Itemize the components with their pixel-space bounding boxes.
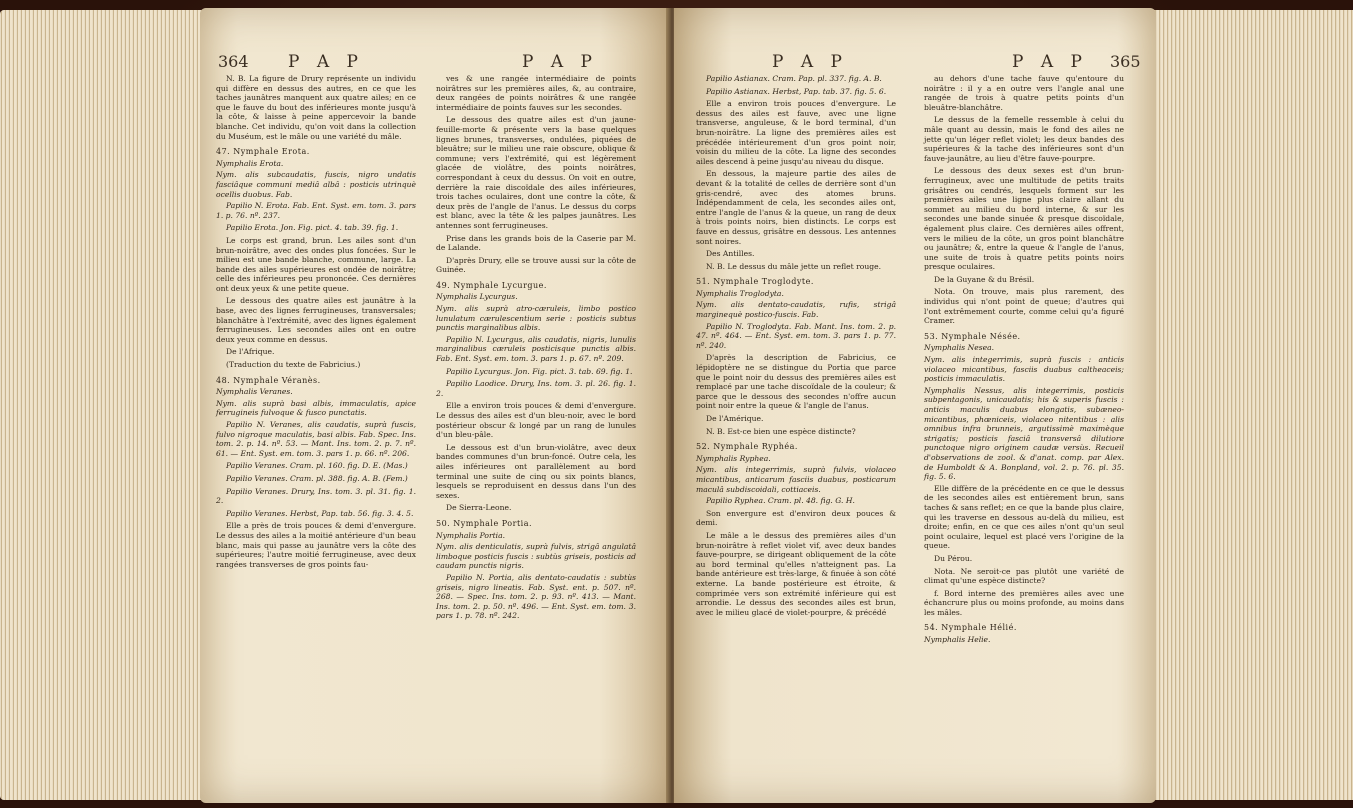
paragraph: Elle a environ trois pouces d'envergure. Le dessus des ailes est fauve, avec une ligne transverse, anguleuse, & le bord terminal, d'un brun-noirâtre. La ligne des premières ailes est précédée intérieurement d'un gros point noir, voisin du milieu de la côte. La ligne des secondes ailes descend à peine jusqu'au niveau du disque. xyxy=(696,99,896,166)
paragraph: Le dessous des deux sexes est d'un brun-ferrugineux, avec une multitude de petits traits grisâtres ou cendrés, lesquels forment sur les premières ailes une ligne plus claire allant du sommet au milieu du bord interne, & sur les secondes une bande sinuée & presque discoïdale, également plus claire. Ces dernières ailes offrent, vers le milieu de la côte, un gros point blanchâtre ou jaunâtre; &, entre la queue & l'angle de l'anus, une suite de trois à quatre petits points noirs presque oculaires. xyxy=(924,166,1124,272)
page-edges-right xyxy=(1133,10,1353,800)
paragraph: Son envergure est d'environ deux pouces & demi. xyxy=(696,508,896,528)
species-heading: 49. Nymphale Lycurgue. xyxy=(436,280,547,290)
paragraph: f. Bord interne des premières ailes avec une échancrure plus ou moins profonde, au moins dans les mâles. xyxy=(924,588,1124,617)
latin-diagnosis: Nymphalis Lycurgus. xyxy=(436,292,518,302)
paragraph: (Traduction du texte de Fabricius.) xyxy=(226,360,361,370)
latin-diagnosis: Nym. alis suprà basi albis, immaculatis, apice ferrugineis fulvoque & fusco punctatis. xyxy=(216,398,416,418)
bibliographic-reference: Papilio Laodice. Drury, Ins. tom. 3. pl. 26. fig. 1. 2. xyxy=(436,379,636,398)
paragraph: De l'Afrique. xyxy=(226,347,275,357)
species-heading: 47. Nymphale Erota. xyxy=(216,147,310,157)
latin-diagnosis: Nym. alis denticulatis, suprà fulvis, strigâ angulatâ limboque posticis fuscis : subtùs griseis, posticis ad caudam punctis nigris. xyxy=(436,542,636,571)
bibliographic-reference: Papilio N. Erota. Fab. Ent. Syst. em. tom. 3. pars 1. p. 76. nº. 237. xyxy=(216,201,416,220)
bibliographic-reference: Papilio N. Portia, alis dentato-caudatis : subtùs griseis, nigro lineatis. Fab. Syst. ent. p. 507. nº. 268. — Spec. Ins. tom. 2. p. 93. nº. 413. — Mant. Ins. tom. 2. p. 50. nº. 496. — Ent. Syst. em. tom. 3. pars 1. p. 78. nº. 242. xyxy=(436,572,636,621)
bibliographic-reference: Papilio Lycurgus. Jon. Fig. pict. 3. tab. 69. fig. 1. xyxy=(446,366,633,376)
paragraph: Nota. Ne seroit-ce pas plutôt une variété de climat qu'une espèce distincte? xyxy=(924,566,1124,586)
latin-diagnosis: Nym. alis subcaudatis, fuscis, nigro undatis fasciâque communi mediâ albâ : posticis utrinquè ocellis duobus. Fab. xyxy=(216,170,416,199)
latin-diagnosis: Nymphalis Nesea. xyxy=(924,343,995,353)
paragraph: D'après la description de Fabricius, ce lépidoptère ne se distingue du Portia que parce que le point noir du dessus des premières ailes est remplacé par une tache discoïdale de la couleur; & parce que le dessous des secondes n'offre aucun point noir entre la queue & l'angle de l'anus. xyxy=(696,353,896,411)
species-heading: 54. Nymphale Hélié. xyxy=(924,623,1017,633)
bibliographic-reference: Papilio Veranes. Cram. pl. 160. fig. D. E. (Mas.) xyxy=(226,461,408,471)
paragraph: Elle a environ trois pouces & demi d'envergure. Le dessus des ailes est d'un bleu-noir, avec le bord postérieur obscur & longé par un rang de lunules d'un bleu-pâle. xyxy=(436,401,636,440)
running-head: P A P xyxy=(288,52,364,72)
bibliographic-reference: Papilio Veranes. Cram. pl. 388. fig. A. B. (Fem.) xyxy=(226,473,408,483)
paragraph: Elle a près de trois pouces & demi d'envergure. Le dessus des ailes a la moitié antérieure d'un beau blanc, mais qui passe au jaunâtre vers la côte des supérieures; l'autre moitié ferrugineuse, avec deux rangées transverses de gros points fau- xyxy=(216,521,416,569)
paragraph: N. B. Est-ce bien une espèce distincte? xyxy=(706,426,856,436)
bibliographic-reference: Papilio Astianax. Cram. Pap. pl. 337. fig. A. B. xyxy=(706,74,882,83)
paragraph: De l'Amérique. xyxy=(706,414,764,423)
paragraph: Du Pérou. xyxy=(934,553,973,563)
paragraph: Prise dans les grands bois de la Caserie par M. de Lalande. xyxy=(436,233,636,253)
paragraph: De la Guyane & du Brésil. xyxy=(934,274,1035,284)
bibliographic-reference: Papilio Astianax. Herbst, Pap. tab. 37. fig. 5. 6. xyxy=(706,86,887,96)
latin-diagnosis: Nymphalis Nessus, alis integerrimis, posticis subpentagonis, unicaudatis; his & superis fuscis : anticis maculis duabus elongatis, subæneo-micantibus, phœniceis, violaceo nitentibus : alis omnibus infra brunneis, argutissimè maximèque strigatis; posticis fasciâ transversâ dilutiore punctoque nigro originem caudæ versùs. Recueil d'observations de zool. & d'anat. comp. par Alex. de Humboldt & A. Bonpland, vol. 2. p. 76. pl. 35. fig. 5. 6. xyxy=(924,385,1124,482)
bibliographic-reference: Papilio Ryphea. Cram. pl. 48. fig. G. H. xyxy=(706,496,855,506)
text-column-2 xyxy=(924,74,1124,647)
paragraph: D'après Drury, elle se trouve aussi sur la côte de Guinée. xyxy=(436,255,636,275)
paragraph: Le mâle a le dessus des premières ailes d'un brun-noirâtre à reflet violet vif, avec deux bandes fauve-pourpre, se dirigeant obliquement de la côte au bord terminal qu'elles n'atteignent pas. La bande antérieure est très-large, & finuée à son côté externe. La bande postérieure est étroite, & comprimée vers son extrémité inférieure qui est arrondie. Le dessus des secondes ailes est brun, avec le milieu glacé de violet-pourpre, & précédé xyxy=(696,530,896,617)
latin-diagnosis: Nymphalis Erota. xyxy=(216,158,284,168)
bibliographic-reference: Papilio Veranes. Drury, Ins. tom. 3. pl. 31. fig. 1. 2. xyxy=(216,486,416,506)
latin-diagnosis: Nym. alis integerrimis, suprà fuscis : anticis violaceo micantibus, fasciis duabus caltheaceis; posticis immaculatis. xyxy=(924,355,1124,384)
page-edges-left xyxy=(0,10,210,800)
running-head: P A P xyxy=(522,52,598,72)
latin-diagnosis: Nym. alis dentato-caudatis, rufis, strigâ marginequè postico-fuscis. Fab. xyxy=(696,300,896,320)
left-page xyxy=(200,8,670,803)
bibliographic-reference: Papilio N. Lycurgus, alis caudatis, nigris, lunulis marginalibus cæruleis posticisque punctis albis. Fab. Ent. Syst. em. tom. 3. pars 1. p. 67. nº. 209. xyxy=(436,334,636,364)
paragraph: Le dessous des quatre ailes est jaunâtre à la base, avec des lignes ferrugineuses, transversales; blanchâtre à l'extrémité, avec des lignes également ferrugineuses. Les secondes ailes ont en outre deux yeux comme en dessus. xyxy=(216,296,416,344)
species-heading: 52. Nymphale Ryphéa. xyxy=(696,442,798,452)
latin-diagnosis: Nymphalis Troglodyta. xyxy=(696,288,784,298)
species-heading: 53. Nymphale Nésée. xyxy=(924,331,1021,341)
species-heading: 48. Nymphale Véranès. xyxy=(216,375,321,385)
bibliographic-reference: Papilio Erota. Jon. Fig. pict. 4. tab. 39. fig. 1. xyxy=(226,223,399,233)
species-heading: 50. Nymphale Portia. xyxy=(436,518,533,528)
paragraph: Le corps est grand, brun. Les ailes sont d'un brun-noirâtre, avec des ondes plus foncées. Sur le milieu est une bande blanche, commune, large. La bande des ailes supérieures est ondée de noirâtre; celle des inférieures peu prononcée. Ces dernières ont deux yeux & une petite queue. xyxy=(216,235,416,293)
paragraph: Des Antilles. xyxy=(706,249,755,259)
text-column-1 xyxy=(216,74,416,572)
bibliographic-reference: Papilio N. Troglodyta. Fab. Mant. Ins. tom. 2. p. 47. nº. 464. — Ent. Syst. em. tom. 3. pars 1. p. 77. nº. 240. xyxy=(696,321,896,350)
paragraph: De Sierra-Leone. xyxy=(446,503,512,513)
paragraph: au dehors d'une tache fauve qu'entoure du noirâtre : il y a en outre vers l'angle anal une rangée de trois à quatre petits points d'un bleuâtre-blanchâtre. xyxy=(924,74,1124,112)
latin-diagnosis: Nymphalis Veranes. xyxy=(216,387,293,397)
paragraph: ves & une rangée intermédiaire de points noirâtres sur les premières ailes, &, au contraire, deux rangées de points noirâtres & une rangée intermédiaire de points fauves sur les secondes. xyxy=(436,74,636,112)
paragraph: En dessous, la majeure partie des ailes de devant & la totalité de celles de derrière sont d'un gris-cendré, avec des atomes bruns. Indépendamment de cela, les secondes ailes ont, entre l'angle de l'anus & la queue, un rang de deux à trois points noirs, bien distincts. Le corps est fauve en dessus, grisâtre en dessous. Les antennes sont noires. xyxy=(696,169,896,246)
paragraph: Le dessous est d'un brun-violâtre, avec deux bandes communes d'un brun-foncé. Outre cela, les ailes inférieures ont parallèlement au bord terminal une suite de cinq ou six points blancs, lesquels se reproduisent en dessus dans l'un des sexes. xyxy=(436,442,636,500)
paragraph: N. B. Le dessus du mâle jette un reflet rouge. xyxy=(706,261,881,271)
text-column-2 xyxy=(436,74,636,624)
running-head: P A P xyxy=(772,52,848,72)
paragraph: Le dessus de la femelle ressemble à celui du mâle quant au dessin, mais le fond des ailes ne jette qu'un léger reflet violet; les deux bandes des supérieures & la tache des inférieures sont d'un fauve-jaunâtre, au lieu d'être fauve-pourpre. xyxy=(924,115,1124,163)
paragraph: Nota. On trouve, mais plus rarement, des individus qui n'ont point de queue; d'autres qui l'ont extrêmement courte, comme celui qu'a figuré Cramer. xyxy=(924,287,1124,326)
species-heading: 51. Nymphale Troglodyte. xyxy=(696,277,814,287)
text-column-1 xyxy=(696,74,896,620)
bibliographic-reference: Papilio N. Veranes, alis caudatis, suprà fuscis, fulvo nigroque maculatis, basi albis. Fab. Spec. Ins. tom. 2. p. 14. nº. 53. — Mant. Ins. tom. 2. p. 7. nº. 61. — Ent. Syst. em. tom. 3. pars 1. p. 66. nº. 206. xyxy=(216,420,416,458)
right-page xyxy=(674,8,1156,803)
page-number: 364 xyxy=(218,52,249,71)
bibliographic-reference: Papilio Veranes. Herbst, Pap. tab. 56. fig. 3. 4. 5. xyxy=(226,508,414,518)
paragraph: Le dessous des quatre ailes est d'un jaune-feuille-morte & présente vers la base quelques lignes brunes, transverses, ondulées, piquées de bleuâtre; sur le milieu une raie obscure, oblique & commune; vers l'extrémité, qui est légèrement glacée de violâtre, des points noirâtres, correspondant à ceux du dessus. On voit en outre, derrière la raie discoïdale des ailes inférieures, trois taches oculaires, dont une contre la côte, & deux près de l'angle de l'anus. Le dessus du corps est blanc, avec la tête & les palpes jaunâtres. Les antennes sont ferrugineuses. xyxy=(436,115,636,230)
latin-diagnosis: Nymphalis Portia. xyxy=(436,530,506,540)
paragraph: Elle diffère de la précédente en ce que le dessus de les secondes ailes est entièrement brun, sans taches & sans reflet; en ce que la bande plus claire, qui les traverse en dessous au-delà du milieu, est droite; enfin, en ce que ces ailes n'ont qu'un seul point oculaire, lequel est placé vers l'origine de la queue. xyxy=(924,483,1124,551)
latin-diagnosis: Nymphalis Helie. xyxy=(924,635,991,645)
running-head: P A P xyxy=(1012,52,1088,72)
paragraph: N. B. La figure de Drury représente un individu qui diffère en dessus des autres, en ce que les taches jaunâtres manquent aux quatre ailes; en ce que le fauve du bout des inférieures monte jusqu'à la côte, & laisse à peine appercevoir la bande blanche. Cet individu, qu'on voit dans la collection du Muséum, est le mâle ou une variété du mâle. xyxy=(216,74,416,141)
latin-diagnosis: Nym. alis suprà atro-cæruleis, limbo postico lunulatum cærulescentium serie : posticis subtus punctis marginalibus albis. xyxy=(436,304,636,333)
latin-diagnosis: Nymphalis Ryphea. xyxy=(696,453,771,463)
latin-diagnosis: Nym. alis integerrimis, suprà fulvis, violaceo micantibus, anticarum fasciis duabus, posticarum maculâ subdiscoidali, cottiaceis. xyxy=(696,465,896,494)
page-number: 365 xyxy=(1110,52,1141,71)
